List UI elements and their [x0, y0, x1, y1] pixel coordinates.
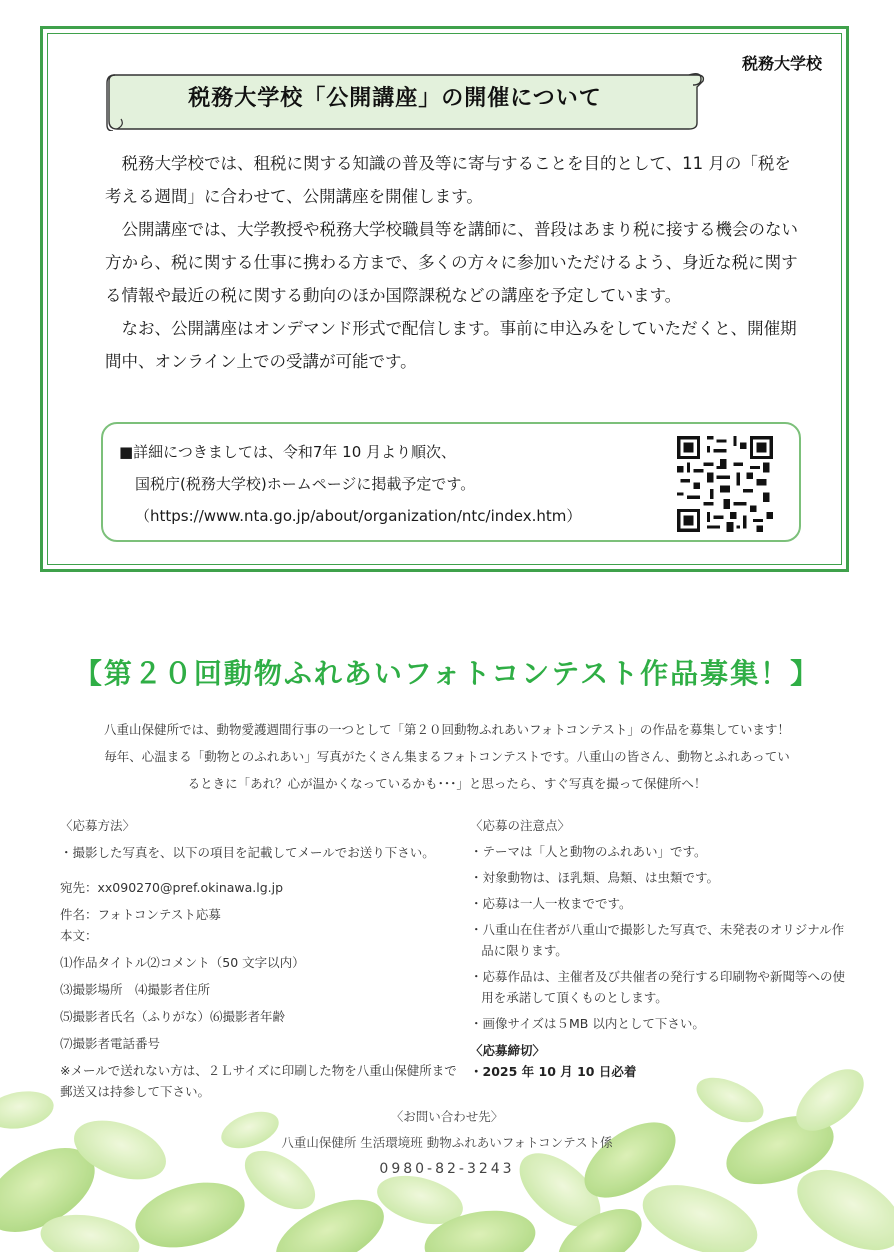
org-tag: 税務大学校	[741, 54, 822, 73]
method-field-1: ⑴作品タイトル⑵コメント（50 文字以内）	[60, 955, 305, 970]
details-box	[101, 422, 801, 542]
details-text	[119, 436, 581, 532]
entry-method	[60, 815, 460, 1102]
contact-dept: 八重山保健所 生活環境班 動物ふれあいフォトコンテスト係	[281, 1135, 613, 1150]
notice-paragraph-2: 公開講座では、大学教授や税務大学校職員等を講師に、普段はあまり税に接する機会のない方から、税に関する仕事に携わる方まで、多くの方々に参加いただけるよう、身近な税に関する情報や最近の税に関する動向のほか国際課税などの講座を予定しています。	[105, 220, 798, 305]
contact-heading: 〈お問い合わせ先〉	[390, 1109, 504, 1124]
contact-info	[0, 1104, 894, 1182]
notice-paragraph-3: なお、公開講座はオンデマンド形式で配信します。事前に申込みをしていただくと、開催期間中、オンライン上での受講が可能です。	[105, 319, 797, 371]
notice-title: 税務大学校「公開講座」の開催について	[188, 85, 602, 111]
entry-cautions	[470, 815, 850, 1082]
scroll-banner	[105, 67, 685, 127]
caution-item-3: ・応募は一人一枚までです。	[470, 896, 632, 911]
method-subject: 件名：フォトコンテスト応募	[60, 907, 221, 922]
details-url[interactable]: （https://www.nta.go.jp/about/organization/ntc/index.htm）	[135, 507, 582, 525]
caution-item-2: ・対象動物は、ほ乳類、鳥類、は虫類です。	[470, 870, 720, 885]
caution-item-5: ・応募作品は、主催者及び共催者の発行する印刷物や新聞等への使用を承諾して頂くものとします。	[470, 969, 846, 1005]
method-heading: 〈応募方法〉	[60, 818, 136, 833]
intro-line-1: 八重山保健所では、動物愛護週間行事の一つとして「第２０回動物ふれあいフォトコンテスト」の作品を募集しています！	[104, 722, 790, 737]
qr-code-icon[interactable]	[677, 436, 773, 532]
method-field-4: ⑺撮影者電話番号	[60, 1036, 161, 1051]
details-line-1: ■詳細につきましては、令和7年 10 月より順次、	[119, 443, 457, 461]
method-address[interactable]: 宛先：xx090270@pref.okinawa.lg.jp	[60, 880, 284, 895]
caution-item-6: ・画像サイズは５MB 以内として下さい。	[470, 1016, 705, 1031]
details-line-2: 国税庁(税務大学校)ホームページに掲載予定です。	[135, 475, 476, 493]
method-lead: ・撮影した写真を、以下の項目を記載してメールでお送り下さい。	[60, 845, 435, 860]
notice-paragraph-1: 税務大学校では、租税に関する知識の普及等に寄与することを目的として、11 月の「税を考える週間」に合わせて、公開講座を開催します。	[105, 154, 791, 206]
tax-college-notice	[40, 26, 849, 572]
method-field-2: ⑶撮影場所 ⑷撮影者住所	[60, 982, 211, 997]
method-body-label: 本文：	[60, 928, 98, 943]
deadline-heading: 〈応募締切〉	[470, 1043, 546, 1058]
contest-intro	[60, 716, 834, 797]
method-field-3: ⑸撮影者氏名（ふりがな）⑹撮影者年齢	[60, 1009, 286, 1024]
method-note: ※メールで送れない方は、２Ｌサイズに印刷した物を八重山保健所まで郵送又は持参して下さい。	[60, 1063, 457, 1099]
intro-line-3: るときに「あれ？心が温かくなっているかも･･･」と思ったら、すぐ写真を撮って保健所へ！	[187, 776, 707, 791]
cautions-heading: 〈応募の注意点〉	[470, 818, 571, 833]
contest-title: 【第２０回動物ふれあいフォトコンテスト作品募集！】	[73, 657, 821, 690]
caution-item-1: ・テーマは「人と動物のふれあい」です。	[470, 844, 707, 859]
notice-body	[105, 147, 805, 378]
intro-line-2: 毎年、心温まる「動物とのふれあい」写真がたくさん集まるフォトコンテストです。八重山の皆さん、動物とふれあってい	[104, 749, 790, 764]
caution-item-4: ・八重山在住者が八重山で撮影した写真で、未発表のオリジナル作品に限ります。	[470, 922, 845, 958]
contact-phone[interactable]: 0980-82-3243	[379, 1161, 515, 1177]
deadline-date: ・2025 年 10 月 10 日必着	[470, 1064, 637, 1079]
